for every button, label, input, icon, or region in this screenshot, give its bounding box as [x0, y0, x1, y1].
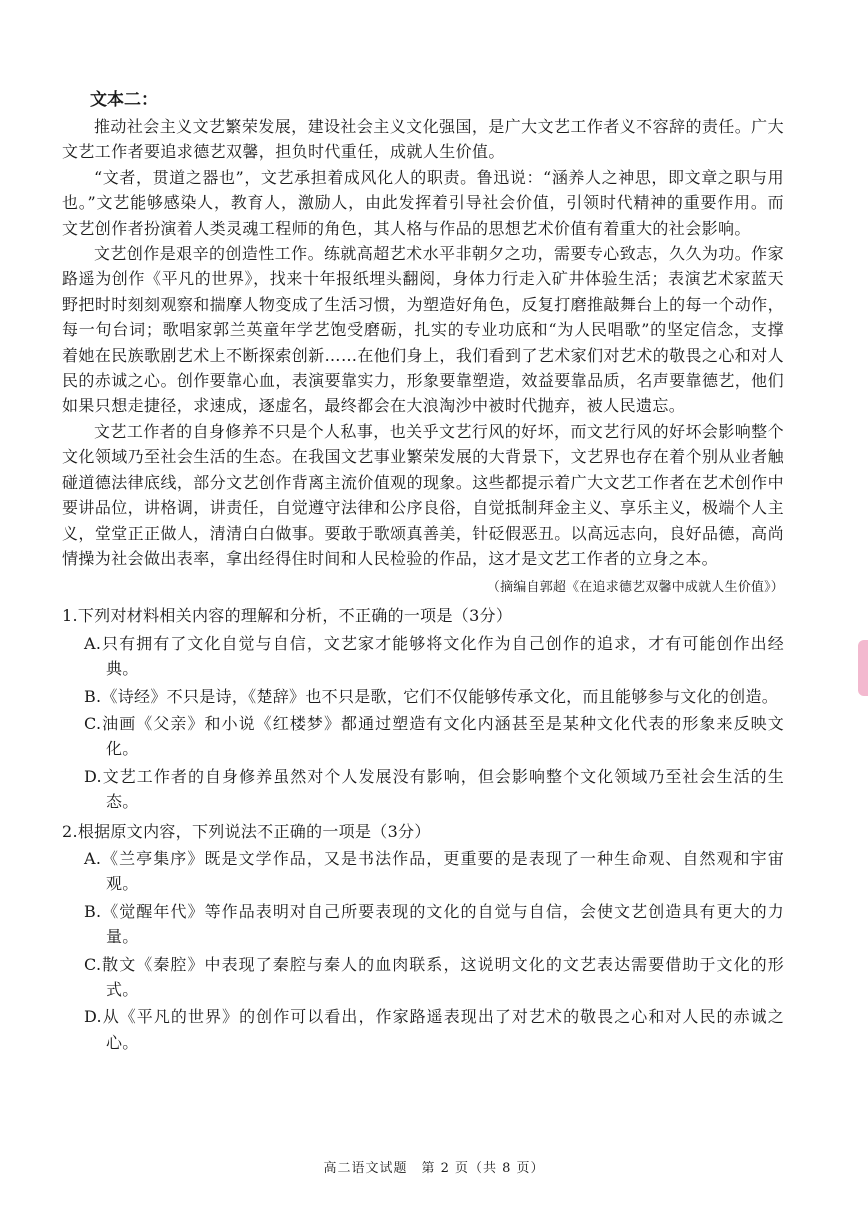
option-a: A.《兰亭集序》既是文学作品，又是书法作品，更重要的是表现了一种生命观、自然观和宇宙观。: [84, 848, 784, 894]
option-d: D.文艺工作者的自身修养虽然对个人发展没有影响，但会影响整个文化领域乃至社会生活的生态。: [84, 766, 784, 812]
page-footer: 高二语文试题 第 2 页（共 8 页）: [323, 1161, 545, 1176]
option-a: A.只有拥有了文化自觉与自信，文艺家才能够将文化作为自己创作的追求，才有可能创作出经典。: [84, 633, 784, 679]
source-citation: （摘编自郭超《在追求德艺双馨中成就人生价值》）: [486, 580, 784, 596]
question-1: [62, 603, 784, 814]
question-2: [62, 819, 784, 1056]
option-b: B.《觉醒年代》等作品表明对自己所要表现的文化的自觉与自信，会使文艺创造具有更大的力量。: [84, 901, 784, 947]
paragraph-4: 文艺工作者的自身修养不只是个人私事，也关乎文艺行风的好坏，而文艺行风的好坏会影响整个文化领域乃至社会生活的生态。在我国文艺事业繁荣发展的大背景下，文艺界也存在着个别从业者触碰道德法律底线，部分文艺创作背离主流价值观的现象。这些都提示着广大文艺工作者在艺术创作中要讲品位，讲格调，讲责任，自觉遵守法律和公序良俗，自觉抵制拜金主义、享乐主义，极端个人主义，堂堂正正做人，清清白白做事。要敢于歌颂真善美，针砭假恶丑。以高远志向，良好品德，高尚情操为社会做出表率，拿出经得住时间和人民检验的作品，这才是文艺工作者的立身之本。: [62, 421, 784, 568]
document-page: [62, 86, 784, 1055]
page-edge-mark: [858, 640, 868, 696]
paragraph-2: “文者，贯道之器也”，文艺承担着成风化人的职责。鲁迅说：“涵养人之神思，即文章之职与用也。”文艺能够感染人，教育人，激励人，由此发挥着引导社会价值，引领时代精神的重要作用。而文艺创作者扮演着人类灵魂工程师的角色，其人格与作品的思想艺术价值有着重大的社会影响。: [62, 167, 784, 238]
paragraph-1: 推动社会主义文艺繁荣发展，建设社会主义文化强国，是广大文艺工作者义不容辞的责任。广大文艺工作者要追求德艺双馨，担负时代重任，成就人生价值。: [62, 117, 784, 162]
paragraph-3: 文艺创作是艰辛的创造性工作。练就高超艺术水平非朝夕之功，需要专心致志，久久为功。作家路遥为创作《平凡的世界》，找来十年报纸埋头翻阅，身体力行走入矿井体验生活；表演艺术家蓝天野把时时刻刻观察和揣摩人物变成了生活习惯，为塑造好角色，反复打磨推敲舞台上的每一个动作，每一句台词；歌唱家郭兰英童年学艺饱受磨砺，扎实的专业功底和“为人民唱歌”的坚定信念，支撑着她在民族歌剧艺术上不断探索创新……在他们身上，我们看到了艺术家们对艺术的敬畏之心和对人民的赤诚之心。创作要靠心血，表演要靠实力，形象要靠塑造，效益要靠品质，名声要靠德艺，他们如果只想走捷径，求速成，逐虚名，最终都会在大浪淘沙中被时代抛弃，被人民遗忘。: [62, 244, 784, 416]
question-stem: 2.根据原文内容，下列说法不正确的一项是（3分）: [62, 821, 431, 841]
section-title: 文本二：: [90, 90, 158, 110]
option-b: B.《诗经》不只是诗，《楚辞》也不只是歌，它们不仅能够传承文化，而且能够参与文化的创造。: [84, 686, 779, 706]
question-stem: 1.下列对材料相关内容的理解和分析，不正确的一项是（3分）: [62, 606, 513, 626]
option-c: C.散文《秦腔》中表现了秦腔与秦人的血肉联系，这说明文化的文艺表达需要借助于文化的形式。: [84, 954, 784, 999]
option-d: D.从《平凡的世界》的创作可以看出，作家路遥表现出了对艺术的敬畏之心和对人民的赤诚之心。: [84, 1007, 784, 1052]
option-c: C.油画《父亲》和小说《红楼梦》都通过塑造有文化内涵甚至是某种文化代表的形象来反映文化。: [84, 713, 784, 759]
